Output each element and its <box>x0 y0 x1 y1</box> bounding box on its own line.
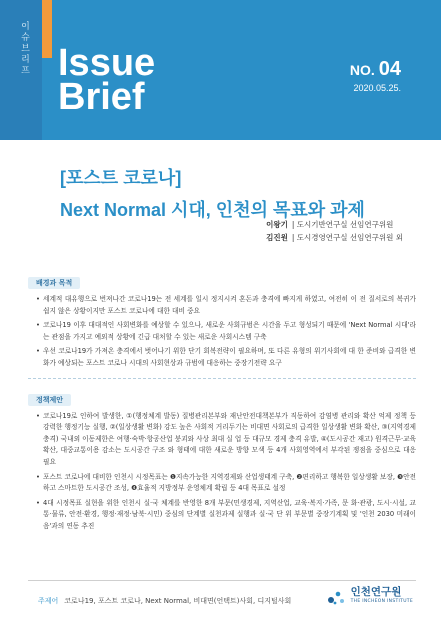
issue-date: 2020.05.25. <box>353 83 401 93</box>
issue-brief-title <box>58 42 156 118</box>
list-item: • 코로나19로 인하여 발생한, ①(행정체계 발동) 질병관리본부와 재난안전대책본부가 직동하여 감염병 관리와 확산 억제 정책 등 강력한 행정기능 실행, ②(일상생활 변화) 강도 높은 사회적 거리두기는 비대면 사회로의 급격한 일상생활 변화 확산, ③(지역경제 충격) 국내외 이동제한은 여행·숙박·항공산업 붕괴와 사상 최대 실 업 등 대규모 경제 충격 유발, ④(도시공간 재고) 원격근무·교육 확산, 대중교통이용 감소는 도시공간 구조 와 형태에 대한 새로운 방향 모색 등 4개 사회영역에서 부각된 쟁점을 중심으로 대응 필요 <box>36 411 416 469</box>
page-title <box>60 164 365 222</box>
issue-number-label: NO. <box>349 62 375 78</box>
page-title-line1: [포스트 코로나] <box>60 168 182 188</box>
list-item: • 코로나19 이후 대대적인 사회변화를 예상할 수 있으나, 새로운 사회규범은 시간을 두고 형성되기 때문에 'Next Normal 시대'라는 관점을 가지고 예외적 상황에 긴급 대처할 수 있는 새로운 사회시스템 구축 <box>36 320 416 343</box>
section-label: 배경과 목적 <box>28 277 80 289</box>
keywords <box>38 596 291 606</box>
author-affiliation: | 도시경영연구실 선임연구위원 외 <box>291 233 403 242</box>
footer-divider <box>28 580 416 581</box>
issue-number-value: 04 <box>378 58 401 80</box>
section-label: 정책제안 <box>28 394 71 406</box>
author-list <box>266 218 403 244</box>
keywords-label: 주제어 <box>38 597 59 605</box>
section-policy <box>28 387 416 533</box>
author-row <box>266 231 403 244</box>
footer <box>0 580 441 625</box>
logo-korean: 인천연구원 <box>350 586 402 598</box>
list-item: • 우선 코로나19가 가져온 충격에서 벗어나기 위한 단기 회복전략이 필요하며, 또 다른 유형의 위기사회에 대 한 준비와 급격한 변화가 예상되는 포스트 코로나 시대의 사회현상과 규범에 대응하는 중장기전략 요구 <box>36 346 416 369</box>
list-item: • 포스트 코로나에 대비한 인천시 시정목표는 ❶지속가능한 지역경제와 산업생태계 구축, ❷편리하고 행복한 일상생활 보장, ❸안전하고 스마트한 도시공간 조성, ❹효율적 지방정부 운영체계 확립 등 4대 목표로 설정 <box>36 472 416 495</box>
vertical-tag: 이슈브리프 <box>21 22 31 76</box>
author-affiliation: | 도시기반연구실 선임연구위원 <box>291 220 394 229</box>
accent-bar <box>42 0 52 58</box>
issue-word: Issue <box>58 42 156 84</box>
logo-text <box>351 587 413 607</box>
institute-logo <box>325 586 413 608</box>
author-row <box>266 218 403 231</box>
author-name: 이왕기 <box>266 220 288 229</box>
brief-word: Brief <box>58 76 145 118</box>
logo-mark-icon <box>325 586 347 608</box>
author-name: 김진원 <box>266 233 288 242</box>
section-divider <box>28 378 416 379</box>
bullet-list <box>28 411 416 533</box>
list-item: • 4대 시정목표 실현을 위한 인천시 실·국 체계를 반영한 8개 부문(민생경제, 지역산업, 교육·복지·가족, 문 화·관광, 도시·시설, 교통·물류, 안전·환경, 행정·재정·남북·시민) 중심의 단계별 실천과제 실행과 실·국 단 위 부문별 중장기계획 및 '인천 2030 미래이음'과의 연동 추진 <box>36 498 416 533</box>
header-banner <box>0 0 441 140</box>
bullet-list <box>28 294 416 370</box>
section-background <box>28 270 416 370</box>
list-item: • 세계적 대유행으로 번져나간 코로나19는 전 세계를 일시 정지시켜 혼돈과 충격에 빠지게 하였고, 여전히 이 전 질서로의 복귀가 쉽지 않은 상황이지만 포스트 코로나에 대한 대비 중요 <box>36 294 416 317</box>
keywords-text: 코로나19, 포스트 코로나, Next Normal, 비대면(언택트)사회, 디지털사회 <box>64 597 292 605</box>
logo-english: THE INCHEON INSTITUTE <box>350 599 413 604</box>
issue-number-block <box>350 58 401 93</box>
page-title-line2: Next Normal 시대, 인천의 목표와 과제 <box>60 200 365 220</box>
issue-number <box>350 58 401 81</box>
summary-content <box>28 270 416 541</box>
